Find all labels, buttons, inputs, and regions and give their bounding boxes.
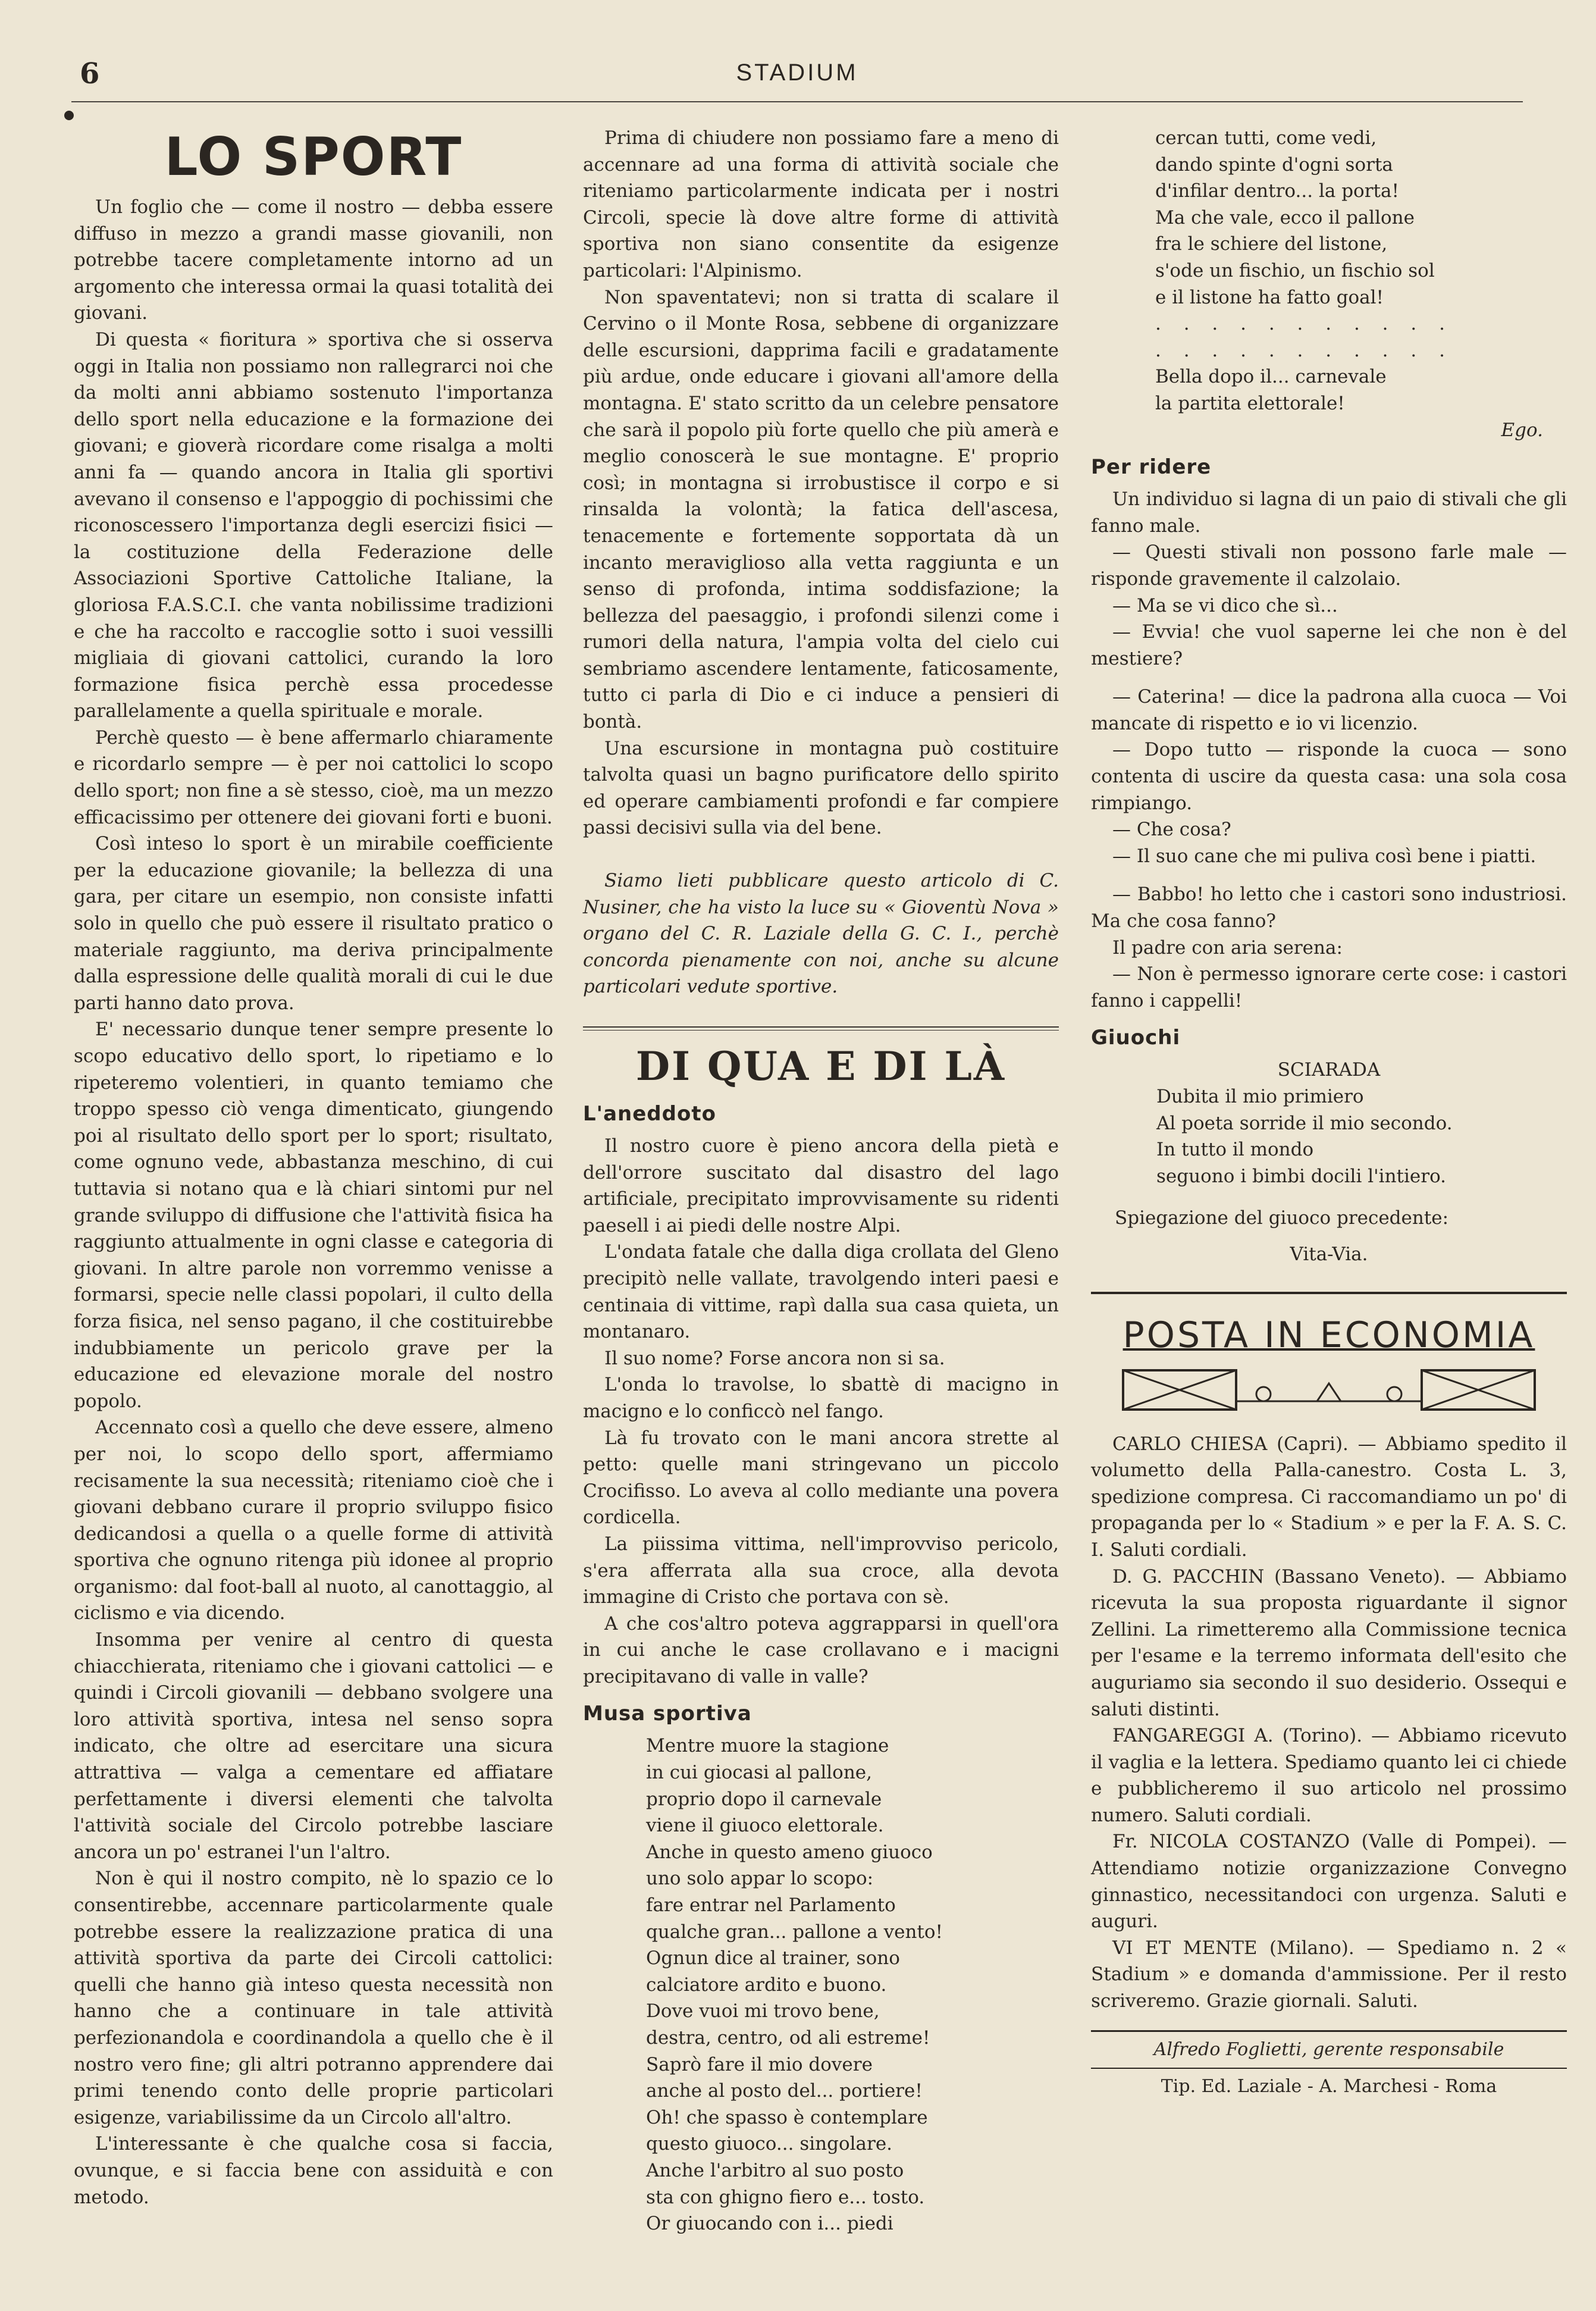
aneddoto-paragraph: Il nostro cuore è pieno ancora della pietà e dell'orrore suscitato dal disastro del lago artificiale, precipitato improvvisamente su ridenti paesell i ai piedi delle nostre Alpi. xyxy=(583,1135,1059,1236)
poem-line: fare entrar nel Parlamento xyxy=(646,1894,896,1917)
poem-line: Al poeta sorride il mio secondo. xyxy=(1156,1112,1453,1134)
aneddoto-paragraph: L'onda lo travolse, lo sbattè di macigno in macigno e lo conficcò nel fango. xyxy=(583,1374,1059,1422)
poem-line: calciatore ardito e buono. xyxy=(646,1974,887,1996)
column-1 xyxy=(74,125,553,2210)
joke-line: — Caterina! — dice la padrona alla cuoca — Voi mancate di rispetto e io vi licenzio. xyxy=(1091,686,1567,734)
joke-line: — Non è permesso ignorare certe cose: i castori fanno i cappelli! xyxy=(1091,963,1567,1012)
joke-line: — Babbo! ho letto che i castori sono industriosi. Ma che cosa fanno? xyxy=(1091,884,1567,932)
joke-line: — Che cosa? xyxy=(1112,819,1231,841)
spiegazione: Spiegazione del giuoco precedente: xyxy=(1115,1207,1449,1229)
poem-line: la partita elettorale! xyxy=(1155,392,1345,414)
article-paragraph: L'interessante è che qualche cosa si faccia, ovunque, e si faccia bene con assiduità e con metodo. xyxy=(74,2133,553,2208)
running-head: STADIUM xyxy=(736,60,858,86)
poem-line: viene il giuoco elettorale. xyxy=(646,1815,884,1837)
joke-line: — Dopo tutto — risponde la cuoca — sono contenta di uscire da questa casa: una sola cosa rimpiango. xyxy=(1091,739,1567,814)
column-2 xyxy=(583,125,1059,2237)
poem-line: Dubita il mio primiero xyxy=(1156,1086,1364,1107)
poem-line: Anche l'arbitro al suo posto xyxy=(646,2159,904,2181)
aneddoto-paragraph: Là fu trovato con le mani ancora strette al petto: quelle mani stringevano un piccolo Crocifisso. Lo aveva al collo mediante una povera cordicella. xyxy=(583,1427,1059,1529)
poem-line: Or giuocando con i... piedi xyxy=(646,2213,893,2235)
poem-line: qualche gran... pallone a vento! xyxy=(646,1921,943,1943)
poem-line: fra le schiere del listone, xyxy=(1155,233,1388,255)
joke-line: Il padre con aria serena: xyxy=(1112,937,1343,959)
musa-poem-continued xyxy=(1091,125,1567,417)
envelope-ornament-icon xyxy=(1121,1360,1537,1413)
poem-ellipsis: . . . . . . . . . . . xyxy=(1155,339,1453,361)
poem-line: Bella dopo il... carnevale xyxy=(1155,366,1387,388)
article-paragraph: Prima di chiudere non possiamo fare a meno di accennare ad una forma di attività sociale che riteniamo particolarmente indicata per i nostri Circoli, specie là dove altre forme di attività sportiva non siano consentite da esigenze particolari: l'Alpinismo. xyxy=(583,127,1059,281)
poem-line: sta con ghigno fiero e... tosto. xyxy=(646,2186,925,2208)
poem-line: in cui giocasi al pallone, xyxy=(646,1762,873,1784)
poem-line: anche al posto del... portiere! xyxy=(646,2080,923,2102)
column-3 xyxy=(1091,125,1567,2105)
article-paragraph: Di questa « fioritura » sportiva che si osserva oggi in Italia non possiamo non rallegrarci noi che da molti anni abbiamo sostenuto l'importanza dello sport nella educazione e la formazione dei giovani; e gioverà ricordare come risalga a molti anni fa — quando ancora in Italia gli sportivi avevano il consenso e l'appoggio di pochissimi che riconoscessero l'importanza degli esercizi fisici — la costituzione della Federazione delle Associazioni Sportive Cattoliche Italiane, la gloriosa F.A.S.C.I. che vanta nobilissime tradizioni e che ha raccolto e raccoglie sotto i suoi vessilli migliaia di giovani cattolici, curando la loro formazione fisica perchè essa procedesse parallelamente a quella spirituale e morale. xyxy=(74,328,553,722)
poem-line: uno solo appar lo scopo: xyxy=(646,1868,874,1890)
tipografia-line: Tip. Ed. Laziale - A. Marchesi - Roma xyxy=(1161,2075,1497,2097)
article-paragraph: Non spaventatevi; non si tratta di scalare il Cervino o il Monte Rosa, sebbene di organizzare delle escursioni, dapprima facili e gradatamente più ardue, onde educare i giovani all'amore della montagna. E' stato scritto da un celebre pensatore che sarà il popolo più forte quello che più amerà e meglio conoscerà le sue montagne. E' proprio così; in montagna si irrobustisce il corpo e si rinsalda la volontà; la fatica dell'ascesa, tenacemente e fortemente sopportata dà un incanto meraviglioso alla vetta raggiunta e un senso di profonda, intima soddisfazione; la bellezza del paesaggio, i profondi silenzi come i rumori della natura, l'ampia volta del cielo cui sembriamo ascendere lentamente, faticosamente, tutto ci parla di Dio e ci induce a pensieri di bontà. xyxy=(583,286,1059,733)
posta-entry: FANGAREGGI A. (Torino). — Abbiamo ricevuto il vaglia e la lettera. Spediamo quanto lei ci chiede e pubblicheremo il suo articolo nel prossimo numero. Saluti cordiali. xyxy=(1091,1725,1567,1826)
page-number: 6 xyxy=(80,57,100,90)
lo-sport-title: LO SPORT xyxy=(164,126,463,187)
poem-signature: Ego. xyxy=(1501,419,1543,441)
joke-line: — Il suo cane che mi puliva così bene i piatti. xyxy=(1112,845,1537,867)
article-paragraph: Una escursione in montagna può costituire talvolta quasi un bagno purificatore dello spirito ed operare cambiamenti profondi e far compiere passi decisivi sulla via del bene. xyxy=(583,737,1059,839)
posta-entry: CARLO CHIESA (Capri). — Abbiamo spedito il volumetto della Palla-canestro. Costa L. 3, spedizione compresa. Ci raccomandiamo un po' di propaganda per lo « Stadium » e per la F. A. S. C. I. Saluti cordiali. xyxy=(1091,1433,1567,1561)
aneddoto-paragraph: La piissima vittima, nell'improvviso pericolo, s'era afferrata alla sua croce, alla devota immagine di Cristo che portava con sè. xyxy=(583,1533,1059,1608)
ridere-heading: Per ridere xyxy=(1091,455,1212,480)
sciarada-title: SCIARADA xyxy=(1277,1059,1381,1081)
section-divider xyxy=(583,1026,1059,1031)
poem-line: Ma che vale, ecco il pallone xyxy=(1155,206,1415,228)
poem-ellipsis: . . . . . . . . . . . xyxy=(1155,313,1453,335)
article-paragraph: Un foglio che — come il nostro — debba essere diffuso in mezzo a grandi masse giovanili, non potrebbe tacere completamente intorno ad un argomento che interessa ormai la quasi totalità dei giovani. xyxy=(74,196,553,324)
poem-line: seguono i bimbi docili l'intiero. xyxy=(1156,1165,1447,1187)
poem-line: s'ode un fischio, un fischio sol xyxy=(1155,259,1435,281)
poem-line: cercan tutti, come vedi, xyxy=(1155,127,1377,149)
poem-line: proprio dopo il carnevale xyxy=(646,1788,882,1810)
editor-note xyxy=(583,868,1059,1000)
article-paragraph: E' necessario dunque tener sempre presente lo scopo educativo dello sport, lo ripetiamo e lo ripeteremo volentieri, in quanto temiamo che troppo spesso ciò venga dimenticato, giungendo poi al risultato dello sport per lo sport; risultato, come ognuno vede, abbastanza meschino, di cui tuttavia si notano qua e là chiari sintomi pur nel grande sviluppo di diffusione che l'attività fisica ha raggiunto attualmente in ogni classe e categoria di giovani. In altre parole non vorremmo venisse a formarsi, specie nelle classi popolari, il culto della forza fisica, nel senso pagano, il che costituirebbe indubbiamente un pericolo grave per la educazione ed elevazione morale del nostro popolo. xyxy=(74,1019,553,1412)
soluzione: Vita-Via. xyxy=(1290,1243,1368,1265)
article-paragraph: Accennato così a quello che deve essere, almeno per noi, lo scopo dello sport, affermiamo recisamente la sua necessità; riteniamo cioè che i giovani debbano curare il proprio sviluppo fisico dedicandosi a quella o a quelle forme di attività sportiva che ognuno ritenga più idonee al proprio organismo: dal foot-ball al nuoto, al canottaggio, al ciclismo e via dicendo. xyxy=(74,1417,553,1624)
sciarada-poem xyxy=(1091,1084,1567,1189)
poem-line: d'infilar dentro... la porta! xyxy=(1155,180,1399,202)
posta-entry: VI ET MENTE (Milano). — Spediamo n. 2 « Stadium » e domanda d'ammissione. Per il resto scriveremo. Grazie giornali. Saluti. xyxy=(1091,1937,1567,2012)
posta-entry: D. G. PACCHIN (Bassano Veneto). — Abbiamo ricevuta la sua proposta riguardante il signor Zellini. La rimetteremo alla Commissione tecnica per l'esame e la terremo informata dell'esito che auguriamo sia secondo il suo desiderio. Ossequi e saluti distinti. xyxy=(1091,1565,1567,1720)
musa-heading: Musa sportiva xyxy=(583,1702,752,1726)
poem-line: Saprò fare il mio dovere xyxy=(646,2053,873,2075)
joke-line: — Questi stivali non possono farle male — risponde gravemente il calzolaio. xyxy=(1091,541,1567,590)
posta-title: POSTA IN ECONOMIA xyxy=(1122,1314,1535,1356)
joke-line: — Evvia! che vuol saperne lei che non è del mestiere? xyxy=(1091,621,1567,669)
di-qua-title: DI QUA E DI LÀ xyxy=(635,1043,1006,1089)
poem-line: In tutto il mondo xyxy=(1156,1139,1314,1161)
poem-line: Mentre muore la stagione xyxy=(646,1735,889,1757)
aneddoto-paragraph: A che cos'altro poteva aggrapparsi in quell'ora in cui anche le case crollavano e i macigni precipitavano di valle in valle? xyxy=(583,1612,1059,1687)
article-paragraph: Perchè questo — è bene affermarlo chiaramente e ricordarlo sempre — è per noi cattolici lo scopo dello sport; non fine a sè stesso, cioè, ma un mezzo efficacissimo per ottenere dei giovani forti e buoni. xyxy=(74,727,553,828)
posta-entry: Fr. NICOLA COSTANZO (Valle di Pompei). — Attendiamo notizie organizzazione Convegno ginnastico, necessitandoci con urgenza. Saluti e auguri. xyxy=(1091,1831,1567,1933)
gerente-line: Alfredo Foglietti, gerente responsabile xyxy=(1153,2038,1504,2060)
page-header xyxy=(71,57,1523,102)
poem-line: questo giuoco... singolare. xyxy=(646,2133,893,2155)
poem-line: destra, centro, od ali estreme! xyxy=(646,2027,930,2049)
poem-line: Anche in questo ameno giuoco xyxy=(646,1841,933,1863)
joke-line: Un individuo si lagna di un paio di stivali che gli fanno male. xyxy=(1091,488,1567,537)
article-paragraph: Non è qui il nostro compito, nè lo spazio ce lo consentirebbe, accennare particolarmente quale potrebbe essere la realizzazione pratica di una attività sportiva da parte dei Circoli cattolici: quelli che hanno già inteso questa necessità non hanno che a continuare in tale attività perfezionandola e coordinandola a quello che è il nostro vero fine; gli altri potranno apprendere dai primi tenendo conto delle proprie particolari esigenze, variabilissime da un Circolo all'altro. xyxy=(74,1868,553,2128)
editor-note-text: Siamo lieti pubblicare questo articolo di C. Nusiner, che ha visto la luce su « Gioventù Nova » organo del C. R. Laziale della G. C. I., perchè concorda pienamente con noi, anche su alcune particolari vedute sportive. xyxy=(583,870,1059,998)
joke-line: — Ma se vi dico che sì... xyxy=(1112,594,1338,616)
poem-line: e il listone ha fatto goal! xyxy=(1155,286,1384,308)
giuochi-heading: Giuochi xyxy=(1091,1026,1181,1050)
aneddoto-paragraph: Il suo nome? Forse ancora non si sa. xyxy=(604,1347,945,1369)
poem-line: Dove vuoi mi trovo bene, xyxy=(646,2000,880,2022)
posta-section xyxy=(1091,1292,1567,2015)
colophon xyxy=(1091,2030,1567,2105)
aneddoto-paragraph: L'ondata fatale che dalla diga crollata del Gleno precipitò nelle vallate, travolgendo interi paesi e centinaia di vittime, rapì dalla sua casa quieta, un montanaro. xyxy=(583,1241,1059,1343)
article-paragraph: Insomma per venire al centro di questa chiacchierata, riteniamo che i giovani cattolici — e quindi i Circoli giovanili — debbano svolgere una loro attività sportiva, intesa nel senso sopra indicato, che oltre ad esercitare una sicura attrattiva — valga a cementare ed affiatare perfettamente i diversi elementi che talvolta l'attività sociale del Circolo potrebbe lasciare ancora un po' estranei l'un l'altro. xyxy=(74,1629,553,1863)
poem-line: dando spinte d'ogni sorta xyxy=(1155,154,1393,176)
poem-line: Oh! che spasso è contemplare xyxy=(646,2106,928,2128)
aneddoto-heading: L'aneddoto xyxy=(583,1102,716,1126)
musa-poem xyxy=(583,1733,1059,2237)
poem-line: Ognun dice al trainer, sono xyxy=(646,1947,900,1969)
bullet-mark xyxy=(64,111,74,120)
article-paragraph: Così inteso lo sport è un mirabile coefficiente per la educazione giovanile; la bellezza di una gara, per citare un esempio, non consiste infatti solo in quello che può essere il risultato pratico o materiale raggiunto, ma deriva principalmente dalla espressione delle qualità morali di cui le due parti hanno dato prova. xyxy=(74,833,553,1014)
